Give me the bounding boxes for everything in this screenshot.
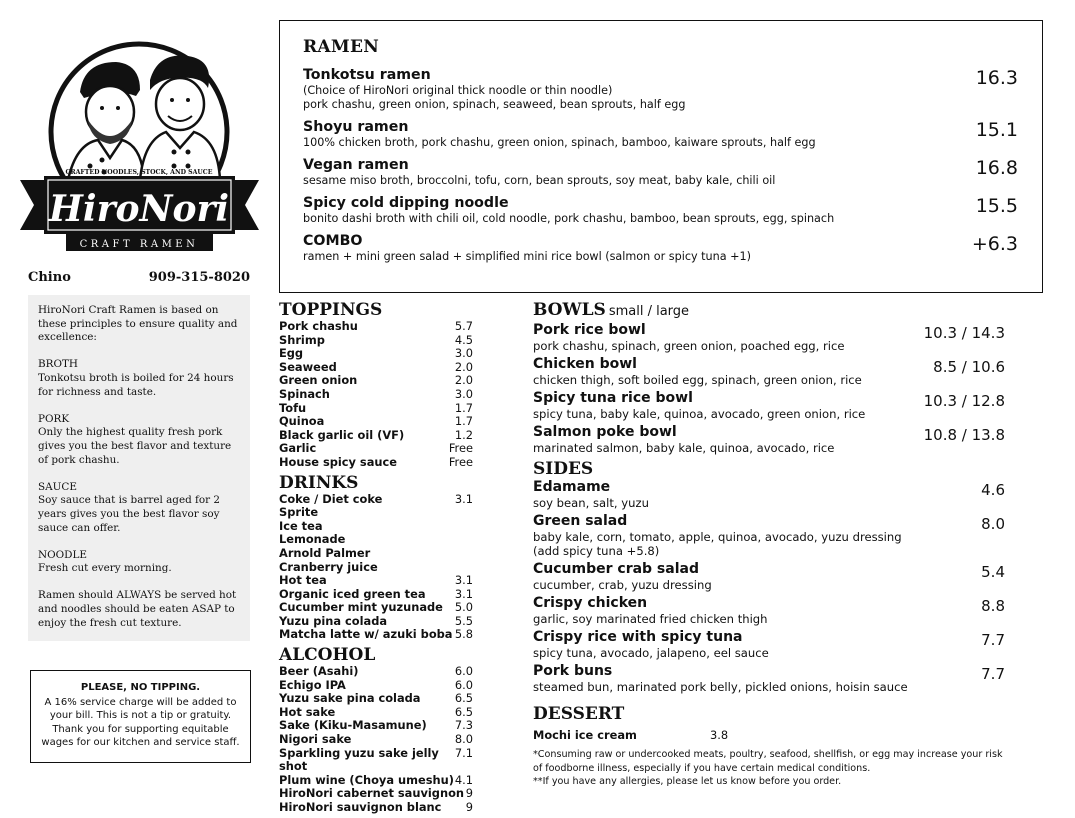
bowl-price: 8.5 / 10.6 bbox=[933, 358, 1005, 376]
drink-price bbox=[473, 561, 479, 575]
drink-row bbox=[279, 601, 479, 615]
drinks-title: DRINKS bbox=[279, 472, 359, 493]
bowl-desc: spicy tuna, baby kale, quinoa, avocado, green onion, rice bbox=[533, 407, 866, 421]
dessert-name: Mochi ice cream bbox=[533, 728, 637, 742]
topping-row bbox=[279, 347, 479, 361]
bowls-sides-dessert-column bbox=[533, 300, 1013, 789]
side-item bbox=[533, 595, 1013, 626]
side-name: Pork buns bbox=[533, 663, 613, 679]
alcohol-row bbox=[279, 679, 479, 693]
alcohol-name: Yuzu sake pina colada bbox=[279, 691, 421, 706]
drink-name: Yuzu pina colada bbox=[279, 613, 388, 628]
ramen-item-name: Shoyu ramen bbox=[303, 119, 409, 135]
dessert-price: 3.8 bbox=[710, 728, 729, 742]
drink-price: 3.1 bbox=[454, 573, 473, 588]
drink-row bbox=[279, 493, 479, 507]
ramen-item-name: COMBO bbox=[303, 233, 363, 249]
bowl-item bbox=[533, 356, 1013, 387]
topping-row bbox=[279, 334, 479, 348]
topping-price: 3.0 bbox=[454, 386, 473, 401]
no-tipping-notice bbox=[30, 670, 251, 763]
topping-row bbox=[279, 442, 479, 456]
topping-price: 3.0 bbox=[454, 346, 473, 361]
topping-price: 5.7 bbox=[454, 319, 473, 333]
side-item bbox=[533, 663, 1013, 694]
alcohol-price: 4.1 bbox=[454, 772, 473, 787]
drink-name: Arnold Palmer bbox=[279, 545, 371, 560]
drink-price: 5.5 bbox=[454, 613, 473, 628]
alcohol-list bbox=[279, 665, 479, 815]
topping-name: Tofu bbox=[279, 400, 307, 415]
ramen-item-name: Spicy cold dipping noodle bbox=[303, 195, 509, 211]
bowl-price: 10.8 / 13.8 bbox=[923, 426, 1005, 444]
ramen-item-desc: sesame miso broth, broccolni, tofu, corn, bean sprouts, soy meat, baby kale, chili oil bbox=[303, 174, 776, 187]
alcohol-name: Sparkling yuzu sake jelly shot bbox=[279, 745, 439, 774]
bowls-list bbox=[533, 322, 1013, 455]
principle-noodle: NOODLE Fresh cut every morning. bbox=[38, 548, 172, 575]
topping-row bbox=[279, 415, 479, 429]
location-line bbox=[28, 270, 250, 285]
topping-price: 1.7 bbox=[454, 414, 473, 429]
drink-price bbox=[473, 547, 479, 561]
logo-ribbon-right bbox=[231, 180, 259, 230]
side-price: 5.4 bbox=[981, 563, 1005, 581]
alcohol-price: 8.0 bbox=[454, 732, 473, 747]
drink-name: Lemonade bbox=[279, 532, 346, 547]
bowl-desc: pork chashu, spinach, green onion, poached egg, rice bbox=[533, 339, 845, 353]
topping-row bbox=[279, 320, 479, 334]
drink-price bbox=[473, 533, 479, 547]
principles-panel bbox=[28, 295, 250, 641]
drink-price: 5.0 bbox=[454, 600, 473, 615]
ramen-item bbox=[303, 157, 1020, 188]
ramen-item-name: Tonkotsu ramen bbox=[303, 67, 431, 83]
side-name: Green salad bbox=[533, 513, 628, 529]
principle-sauce: SAUCE Soy sauce that is barrel aged for 2 years gives you the best flavor soy sauce can offer. bbox=[38, 480, 221, 534]
topping-name: Green onion bbox=[279, 373, 358, 388]
topping-row bbox=[279, 429, 479, 443]
side-price: 8.8 bbox=[981, 597, 1005, 615]
principles-intro: HiroNori Craft Ramen is based on these principles to ensure quality and excellence: bbox=[38, 304, 238, 344]
side-desc: soy bean, salt, yuzu bbox=[533, 496, 649, 510]
side-item bbox=[533, 629, 1013, 660]
side-desc: steamed bun, marinated pork belly, pickled onions, hoisin sauce bbox=[533, 680, 908, 694]
bowls-title: BOWLS small / large bbox=[533, 300, 690, 320]
drink-name: Ice tea bbox=[279, 518, 323, 533]
side-price: 4.6 bbox=[981, 481, 1005, 499]
ramen-item bbox=[303, 233, 1020, 264]
ramen-item-price: 15.5 bbox=[975, 195, 1018, 217]
side-item bbox=[533, 513, 1013, 558]
toppings-list bbox=[279, 320, 479, 470]
drink-name: Hot tea bbox=[279, 573, 327, 588]
logo-name: HiroNori bbox=[48, 188, 230, 230]
ramen-item-price: 16.8 bbox=[975, 157, 1018, 179]
alcohol-row bbox=[279, 787, 479, 801]
toppings-title: TOPPINGS bbox=[279, 300, 383, 320]
bowl-desc: chicken thigh, soft boiled egg, spinach, green onion, rice bbox=[533, 373, 862, 387]
alcohol-row bbox=[279, 733, 479, 747]
side-desc: baby kale, corn, tomato, apple, quinoa, avocado, yuzu dressing bbox=[533, 530, 902, 544]
alcohol-price: 6.5 bbox=[454, 691, 473, 706]
principle-pork: PORK Only the highest quality fresh pork gives you the best flavor and texture of pork chashu. bbox=[38, 412, 232, 466]
ramen-list bbox=[303, 67, 1020, 264]
drink-price: 3.1 bbox=[454, 586, 473, 601]
alcohol-price: 7.1 bbox=[454, 745, 473, 760]
side-price: 7.7 bbox=[981, 631, 1005, 649]
bowl-item bbox=[533, 424, 1013, 455]
side-name: Cucumber crab salad bbox=[533, 561, 699, 577]
topping-name: Egg bbox=[279, 346, 304, 361]
ramen-title: RAMEN bbox=[303, 37, 380, 57]
alcohol-row bbox=[279, 747, 479, 774]
alcohol-row bbox=[279, 719, 479, 733]
logo-subname: CRAFT RAMEN bbox=[79, 239, 199, 250]
alcohol-price: 6.0 bbox=[454, 677, 473, 692]
topping-price: Free bbox=[448, 441, 473, 456]
dessert-item bbox=[533, 728, 1013, 742]
side-name: Crispy rice with spicy tuna bbox=[533, 629, 743, 645]
drink-row bbox=[279, 574, 479, 588]
side-name: Crispy chicken bbox=[533, 595, 648, 611]
alcohol-name: Plum wine (Choya umeshu) bbox=[279, 772, 454, 787]
alcohol-row bbox=[279, 665, 479, 679]
alcohol-name: HiroNori sauvignon blanc bbox=[279, 800, 442, 814]
sides-list bbox=[533, 479, 1013, 694]
drink-name: Matcha latte w/ azuki boba bbox=[279, 627, 453, 642]
drink-row bbox=[279, 628, 479, 642]
topping-row bbox=[279, 361, 479, 375]
alcohol-price: 9 bbox=[465, 786, 473, 801]
hironori-logo bbox=[18, 40, 261, 255]
ramen-item-desc: (Choice of HiroNori original thick noodle or thin noodle) bbox=[303, 84, 613, 97]
alcohol-name: Sake (Kiku-Masamune) bbox=[279, 718, 427, 733]
drink-name: Sprite bbox=[279, 505, 319, 520]
bowl-item bbox=[533, 322, 1013, 353]
side-desc: cucumber, crab, yuzu dressing bbox=[533, 578, 712, 592]
side-desc: garlic, soy marinated fried chicken thigh bbox=[533, 612, 768, 626]
alcohol-row bbox=[279, 774, 479, 788]
topping-name: House spicy sauce bbox=[279, 454, 397, 469]
alcohol-name: Beer (Asahi) bbox=[279, 664, 359, 679]
alcohol-row bbox=[279, 692, 479, 706]
topping-row bbox=[279, 374, 479, 388]
drink-row bbox=[279, 520, 479, 534]
topping-price: 4.5 bbox=[454, 332, 473, 347]
alcohol-name: HiroNori cabernet sauvignon bbox=[279, 786, 465, 801]
ramen-item-desc: 100% chicken broth, pork chashu, green onion, spinach, bamboo, kaiware sprouts, half egg bbox=[303, 136, 816, 149]
principles-closing: Ramen should ALWAYS be served hot and noodles should be eaten ASAP to enjoy the fresh cut texture. bbox=[38, 589, 237, 629]
alcohol-row bbox=[279, 801, 479, 815]
drink-row bbox=[279, 506, 479, 520]
ramen-item-desc: bonito dashi broth with chili oil, cold noodle, pork chashu, bamboo, bean sprouts, egg, spinach bbox=[303, 212, 835, 225]
alcohol-row bbox=[279, 706, 479, 720]
topping-name: Seaweed bbox=[279, 359, 337, 374]
drink-price bbox=[473, 506, 479, 520]
alcohol-title: ALCOHOL bbox=[279, 645, 376, 666]
drink-row bbox=[279, 615, 479, 629]
topping-name: Black garlic oil (VF) bbox=[279, 427, 405, 442]
side-item bbox=[533, 479, 1013, 510]
alcohol-price: 9 bbox=[465, 800, 473, 814]
topping-row bbox=[279, 456, 479, 470]
drink-row bbox=[279, 561, 479, 575]
bowls-size-note: small / large bbox=[608, 304, 690, 319]
drink-name: Cucumber mint yuzunade bbox=[279, 600, 443, 615]
no-tipping-text: A 16% service charge will be added to your bill. This is not a tip or gratuity. Thank you for supporting equitable wages for our kitchen and service staff. bbox=[41, 696, 240, 749]
ramen-section bbox=[279, 20, 1043, 293]
alcohol-name: Hot sake bbox=[279, 704, 336, 719]
logo-tagline: CRAFTED NOODLES, STOCK, AND SAUCE bbox=[65, 169, 213, 176]
drink-price: 3.1 bbox=[454, 491, 473, 506]
side-desc: (add spicy tuna +5.8) bbox=[533, 544, 660, 558]
dessert-title: DESSERT bbox=[533, 704, 625, 724]
drink-price bbox=[473, 520, 479, 534]
drink-row bbox=[279, 533, 479, 547]
topping-price: 2.0 bbox=[454, 373, 473, 388]
topping-name: Shrimp bbox=[279, 332, 325, 347]
ramen-item-price: 15.1 bbox=[975, 119, 1018, 141]
alcohol-name: Nigori sake bbox=[279, 732, 352, 747]
side-price: 8.0 bbox=[981, 515, 1005, 533]
ramen-item bbox=[303, 67, 1020, 112]
drink-name: Coke / Diet coke bbox=[279, 491, 383, 506]
ramen-item-desc: pork chashu, green onion, spinach, seaweed, bean sprouts, half egg bbox=[303, 98, 686, 111]
topping-price: 2.0 bbox=[454, 359, 473, 374]
bowl-desc: marinated salmon, baby kale, quinoa, avocado, rice bbox=[533, 441, 835, 455]
bowl-name: Salmon poke bowl bbox=[533, 424, 677, 440]
ramen-item-desc: ramen + mini green salad + simplified mini rice bowl (salmon or spicy tuna +1) bbox=[303, 250, 751, 263]
ramen-item-price: 16.3 bbox=[975, 67, 1018, 89]
drink-name: Cranberry juice bbox=[279, 559, 378, 574]
bowl-price: 10.3 / 14.3 bbox=[923, 324, 1005, 342]
principle-broth: BROTH Tonkotsu broth is boiled for 24 hours for richness and taste. bbox=[38, 358, 234, 398]
drink-price: 5.8 bbox=[454, 627, 473, 642]
bowl-name: Spicy tuna rice bowl bbox=[533, 390, 693, 406]
phone-number: 909-315-8020 bbox=[148, 270, 250, 285]
toppings-drinks-alcohol-column bbox=[279, 300, 479, 815]
drink-row bbox=[279, 547, 479, 561]
ramen-item bbox=[303, 119, 1020, 150]
sides-title: SIDES bbox=[533, 459, 594, 479]
logo-ribbon-left bbox=[20, 180, 48, 230]
raw-food-warning: *Consuming raw or undercooked meats, poultry, seafood, shellfish, or egg may increase your risk of foodborne illness, especially if you have certain medical conditions. bbox=[533, 749, 1003, 774]
alcohol-price: 7.3 bbox=[454, 718, 473, 733]
alcohol-price: 6.0 bbox=[454, 664, 473, 679]
topping-name: Pork chashu bbox=[279, 319, 358, 333]
topping-price: 1.2 bbox=[454, 427, 473, 442]
city: Chino bbox=[28, 270, 71, 285]
side-desc: spicy tuna, avocado, jalapeno, eel sauce bbox=[533, 646, 769, 660]
no-tipping-heading: PLEASE, NO TIPPING. bbox=[80, 682, 201, 693]
ramen-item bbox=[303, 195, 1020, 226]
ramen-item-name: Vegan ramen bbox=[303, 157, 409, 173]
topping-row bbox=[279, 388, 479, 402]
drink-row bbox=[279, 588, 479, 602]
bowl-item bbox=[533, 390, 1013, 421]
side-price: 7.7 bbox=[981, 665, 1005, 683]
side-name: Edamame bbox=[533, 479, 611, 495]
topping-row bbox=[279, 402, 479, 416]
topping-name: Garlic bbox=[279, 441, 317, 456]
drink-name: Organic iced green tea bbox=[279, 586, 426, 601]
topping-price: Free bbox=[448, 454, 473, 469]
topping-name: Spinach bbox=[279, 386, 330, 401]
bowl-name: Pork rice bowl bbox=[533, 322, 646, 338]
bowl-name: Chicken bowl bbox=[533, 356, 637, 372]
alcohol-name: Echigo IPA bbox=[279, 677, 346, 692]
side-item bbox=[533, 561, 1013, 592]
drinks-list bbox=[279, 493, 479, 643]
allergy-note: **If you have any allergies, please let us know before you order. bbox=[533, 776, 842, 788]
ramen-item-price: +6.3 bbox=[971, 233, 1018, 255]
alcohol-price: 6.5 bbox=[454, 704, 473, 719]
bowl-price: 10.3 / 12.8 bbox=[923, 392, 1005, 410]
topping-name: Quinoa bbox=[279, 414, 325, 429]
topping-price: 1.7 bbox=[454, 400, 473, 415]
